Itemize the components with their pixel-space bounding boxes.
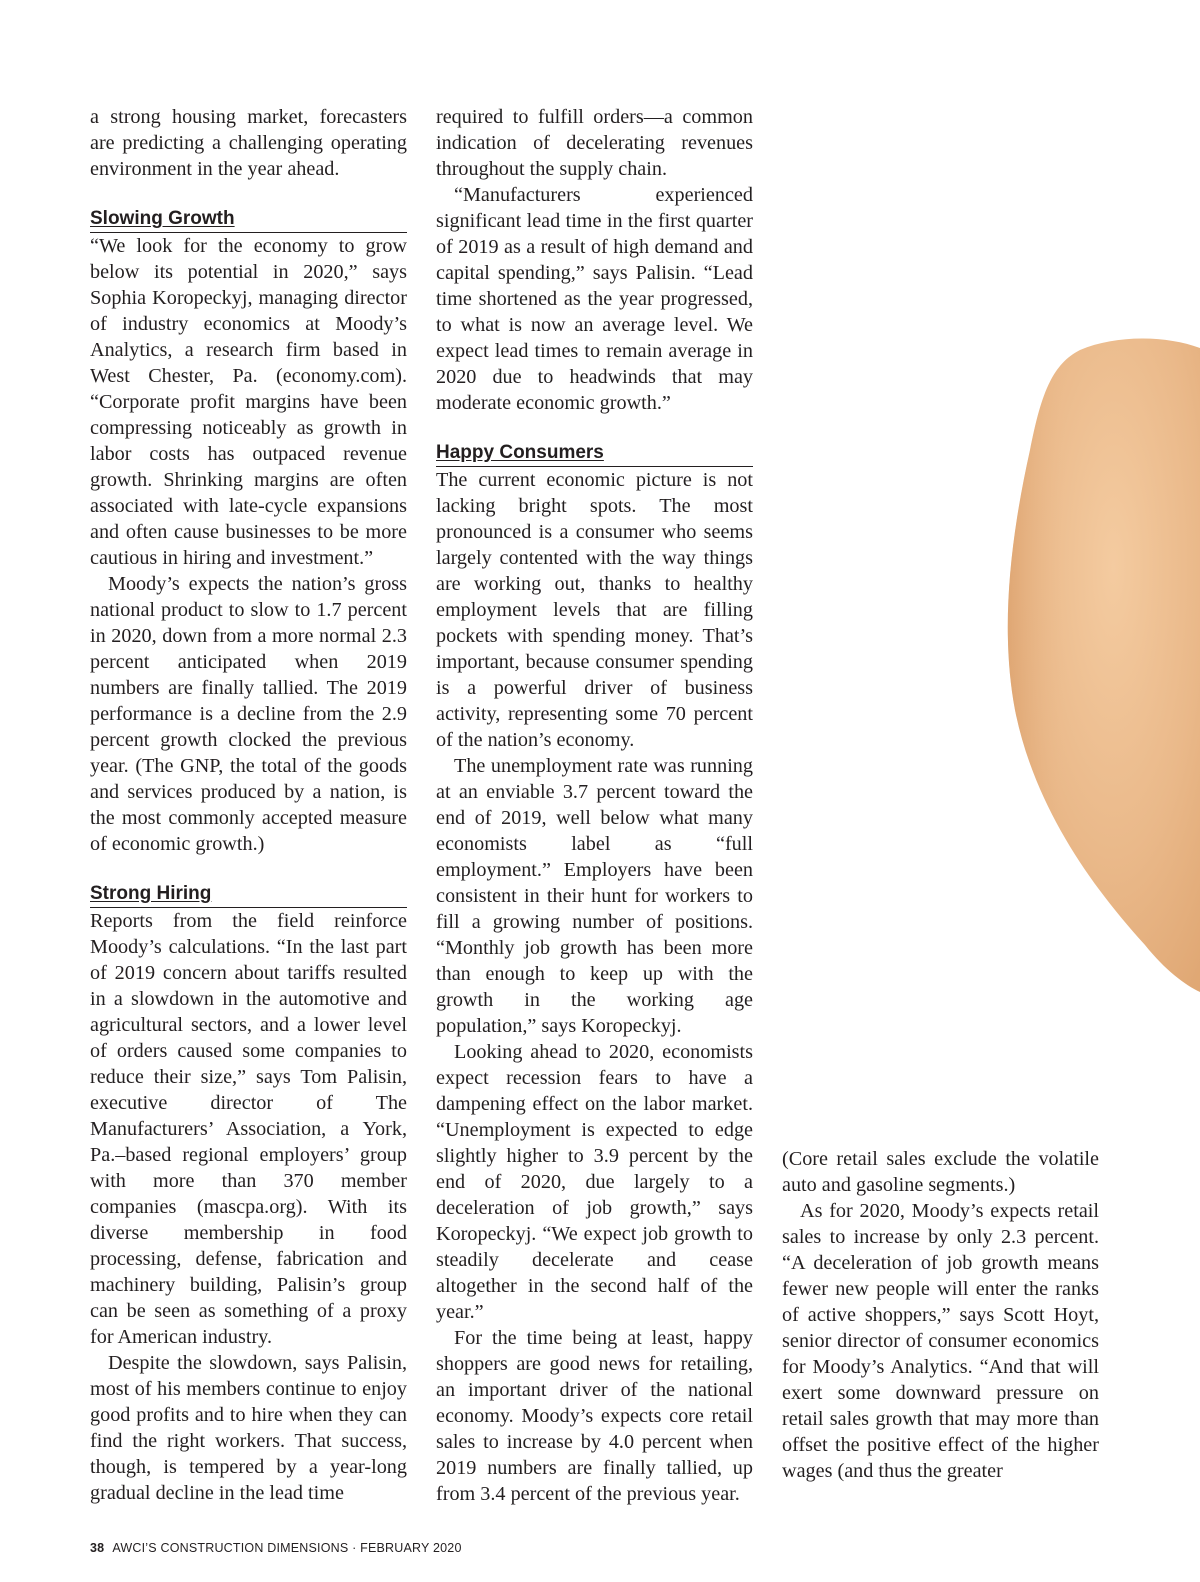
publication-name: AWCI’S CONSTRUCTION DIMENSIONS · FEBRUARY 2020 <box>112 1541 462 1555</box>
body-paragraph: Despite the slowdown, says Palisin, most of his members continue to enjoy good profits and to hire when they can find the right workers. That success, though, is tempered by a year-long gradual decline in the lead time <box>90 1352 407 1504</box>
body-paragraph: For the time being at least, happy shoppers are good news for retailing, an important driver of the national economy. Moody’s expects core retail sales to increase by 4.0 percent when 2019 numbers are finally tallied, up from 3.4 percent of the previous year. <box>436 1327 753 1505</box>
body-paragraph: The current economic picture is not lacking bright spots. The most pronounced is a consumer who seems largely contented with the way things are working out, thanks to healthy employment levels that are filling pockets with spending money. That’s important, because consumer spending is a powerful driver of business activity, representing some 70 percent of the nation’s economy. <box>436 469 753 751</box>
body-paragraph: “Manufacturers experienced significant lead time in the first quarter of 2019 as a result of high demand and capital spending,” says Palisin. “Lead time shortened as the year progressed, to what is now an average level. We expect lead times to remain average in 2020 due to headwinds that may moderate economic growth.” <box>436 184 753 414</box>
body-paragraph: Looking ahead to 2020, economists expect recession fears to have a dampening effect on the labor market. “Unemployment is expected to edge slightly higher to 3.9 percent by the end of 2020, due largely to a deceleration of job growth,” says Koropeckyj. “We expect job growth to steadily decelerate and cease altogether in the second half of the year.” <box>436 1041 753 1323</box>
section-heading-slowing-growth: Slowing Growth <box>90 208 407 233</box>
fortune-cookie-image <box>900 330 1200 1130</box>
page-footer <box>90 1541 462 1555</box>
section-heading-strong-hiring: Strong Hiring <box>90 883 407 908</box>
article-column-3 <box>782 1146 1099 1484</box>
body-paragraph: (Core retail sales exclude the volatile auto and gasoline segments.) <box>782 1148 1099 1196</box>
article-column-1 <box>90 104 407 1506</box>
page-number: 38 <box>90 1541 105 1555</box>
section-heading-happy-consumers: Happy Consumers <box>436 442 753 467</box>
body-paragraph: required to fulfill orders—a common indication of decelerating revenues throughout the supply chain. <box>436 106 753 180</box>
body-paragraph: Moody’s expects the nation’s gross national product to slow to 1.7 percent in 2020, down from a more normal 2.3 percent anticipated when 2019 numbers are finally tallied. The 2019 performance is a decline from the 2.9 percent growth clocked the previous year. (The GNP, the total of the goods and services produced by a nation, is the most commonly accepted measure of economic growth.) <box>90 573 407 855</box>
body-paragraph: The unemployment rate was running at an enviable 3.7 percent toward the end of 2019, well below what many economists label as “full employment.” Employers have been consistent in their hunt for workers to fill a growing number of positions. “Monthly job growth has been more than enough to keep up with the growth in the working age population,” says Koropeckyj. <box>436 755 753 1037</box>
body-paragraph: As for 2020, Moody’s expects retail sales to increase by only 2.3 percent. “A deceleration of job growth means fewer new people will enter the ranks of active shoppers,” says Scott Hoyt, senior director of consumer economics for Moody’s Analytics. “And that will exert some downward pressure on retail sales growth that may more than offset the positive effect of the higher wages (and thus the greater <box>782 1200 1099 1482</box>
body-paragraph: “We look for the economy to grow below its potential in 2020,” says Sophia Koropeckyj, managing director of industry economics at Moody’s Analytics, a research firm based in West Chester, Pa. (economy.com). “Corporate profit margins have been compressing noticeably as growth in labor costs has outpaced revenue growth. Shrinking margins are often associated with late-cycle expansions and often cause businesses to be more cautious in hiring and investment.” <box>90 235 407 569</box>
body-paragraph: a strong housing market, forecasters are predicting a challenging operating environment in the year ahead. <box>90 106 407 180</box>
article-column-2 <box>436 104 753 1507</box>
body-paragraph: Reports from the field reinforce Moody’s calculations. “In the last part of 2019 concern about tariffs resulted in a slowdown in the automotive and agricultural sectors, and a lower level of orders caused some companies to reduce their size,” says Tom Palisin, executive director of The Manufacturers’ Association, a York, Pa.–based regional employers’ group with more than 370 member companies (mascpa.org). With its diverse membership in food processing, defense, fabrication and machinery building, Palisin’s group can be seen as something of a proxy for American industry. <box>90 910 407 1348</box>
